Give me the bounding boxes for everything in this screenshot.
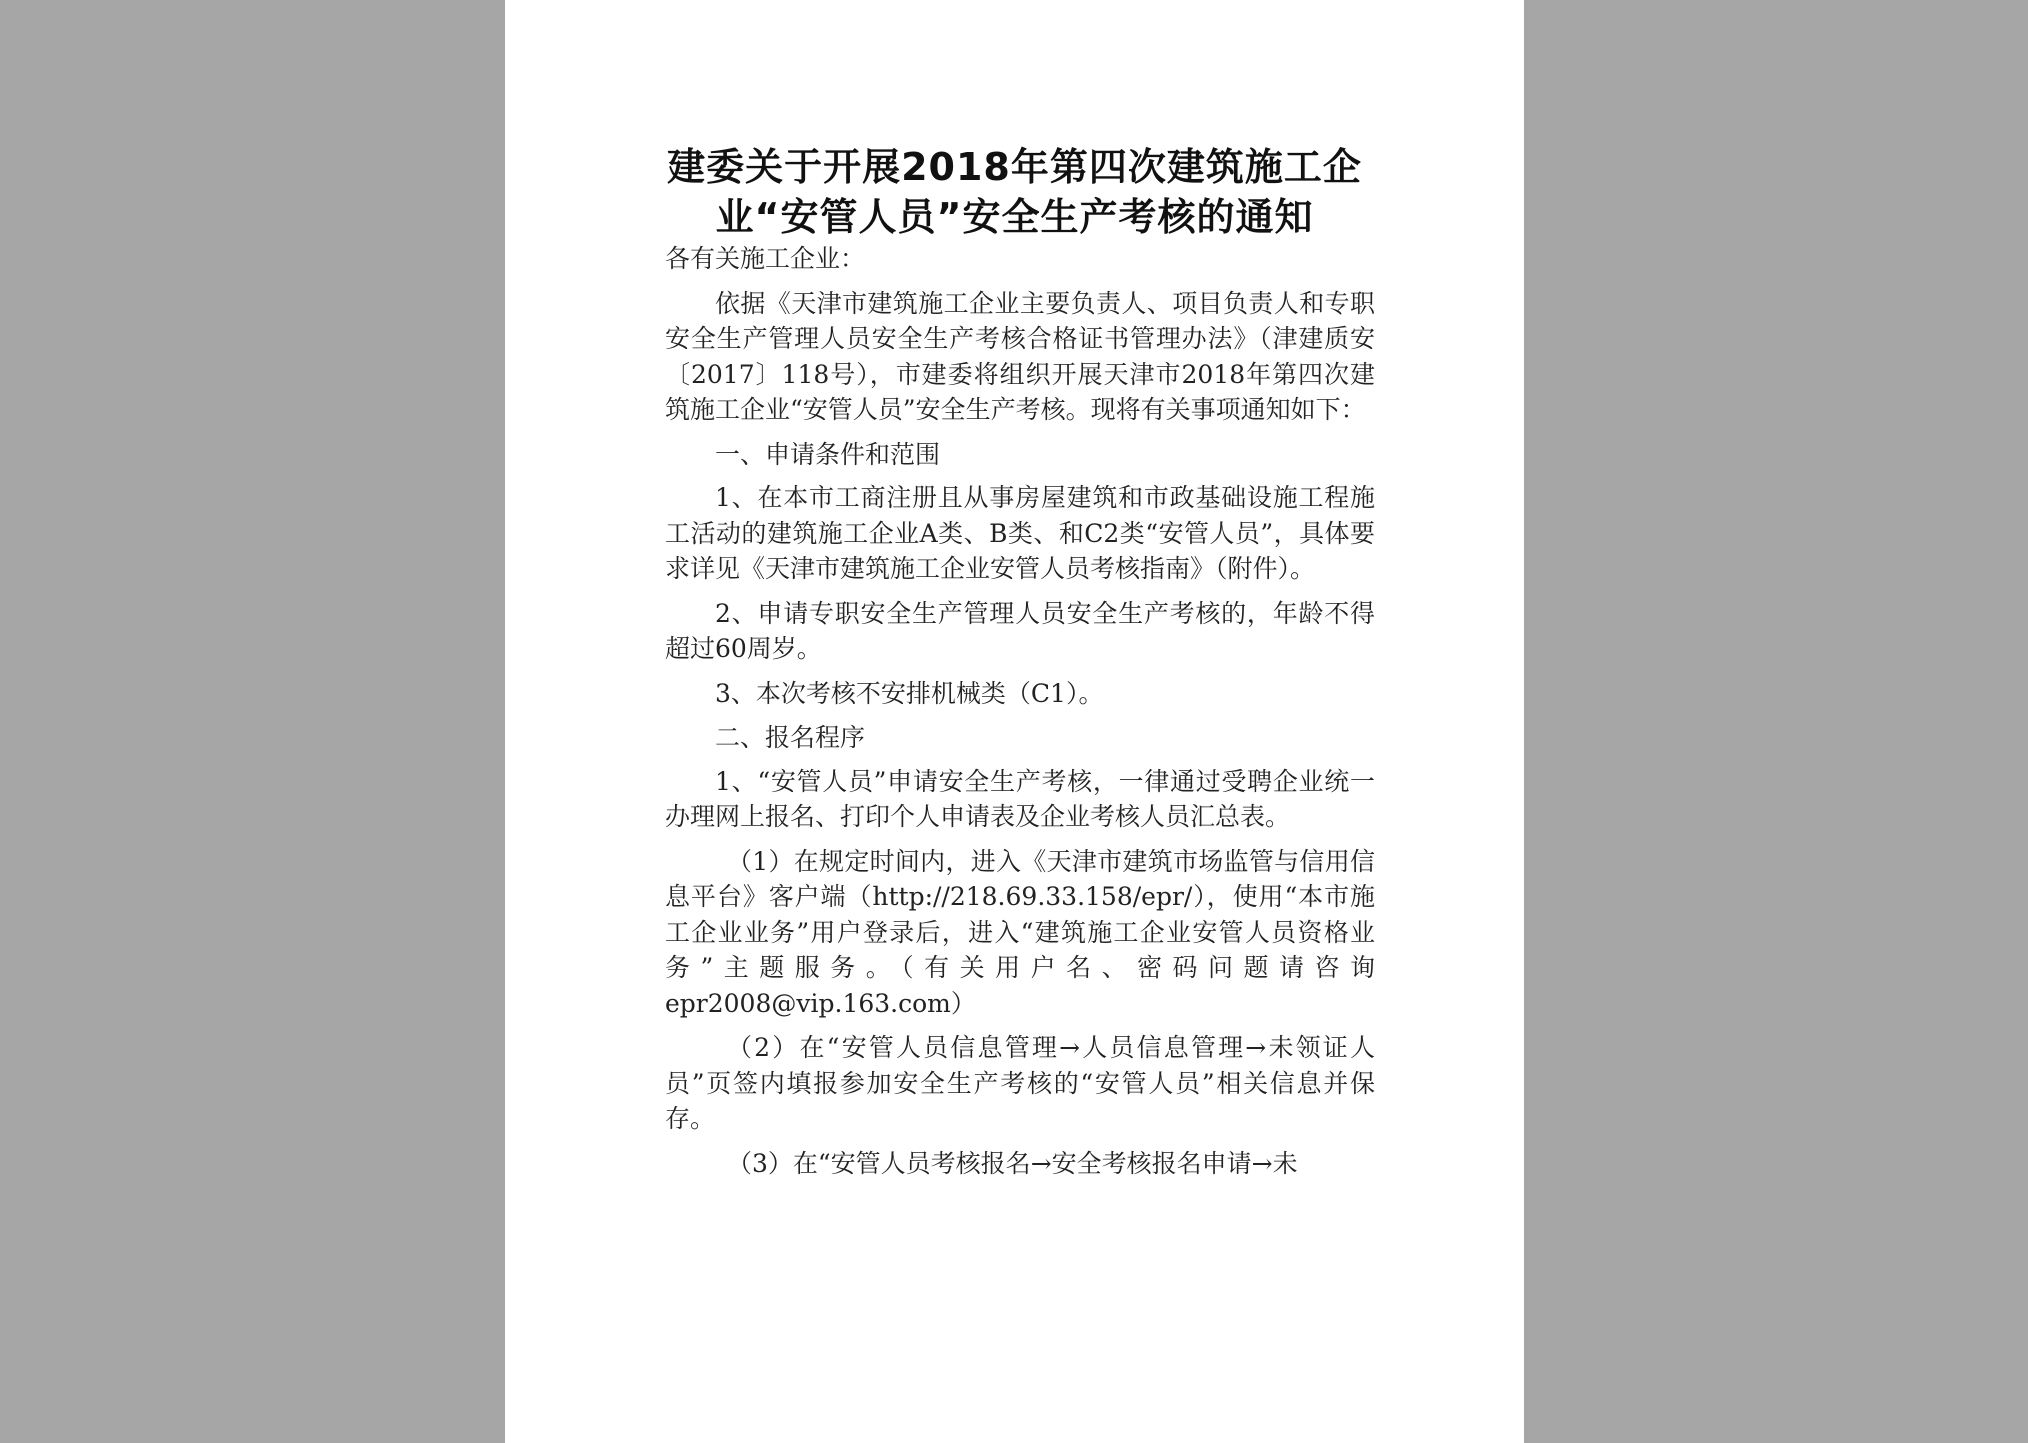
paragraph: （1）在规定时间内，进入《天津市建筑市场监管与信用信息平台》客户端（http://218.69.33.158/epr/），使用“本市施工企业业务”用户登录后，进入“建筑施工企业安管人员资格业务”主题服务。（有关用户名、密码问题请咨询epr2008@vip.163.com） xyxy=(665,846,1375,1018)
paragraph: 2、申请专职安全生产管理人员安全生产考核的，年龄不得超过60周岁。 xyxy=(665,598,1375,663)
document-title-line-2: 业“安管人员”安全生产考核的通知 xyxy=(715,195,1314,239)
document-body xyxy=(665,241,1375,1190)
greeting: 各有关施工企业： xyxy=(665,244,866,273)
document-title-line-1: 建委关于开展2018年第四次建筑施工企 xyxy=(667,145,1362,189)
document-page xyxy=(505,0,1524,1443)
paragraph: （2）在“安管人员信息管理→人员信息管理→未领证人员”页签内填报参加安全生产考核的“安管人员”相关信息并保存。 xyxy=(665,1033,1375,1133)
paragraph: （3）在“安管人员考核报名→安全考核报名申请→未 xyxy=(727,1148,1298,1178)
section-heading-2: 二、报名程序 xyxy=(715,723,866,752)
section-heading-1: 一、申请条件和范围 xyxy=(715,439,941,469)
paragraph: 1、“安管人员”申请安全生产考核，一律通过受聘企业统一办理网上报名、打印个人申请表及企业考核人员汇总表。 xyxy=(665,766,1375,831)
paragraph-intro: 依据《天津市建筑施工企业主要负责人、项目负责人和专职安全生产管理人员安全生产考核合格证书管理办法》（津建质安〔2017〕118号），市建委将组织开展天津市2018年第四次建筑施工企业“安管人员”安全生产考核。现将有关事项通知如下： xyxy=(665,288,1375,424)
paragraph: 3、本次考核不安排机械类（C1）。 xyxy=(715,678,1104,708)
paragraph: 1、在本市工商注册且从事房屋建筑和市政基础设施工程施工活动的建筑施工企业A类、B类、和C2类“安管人员”，具体要求详见《天津市建筑施工企业安管人员考核指南》（附件）。 xyxy=(665,483,1375,583)
